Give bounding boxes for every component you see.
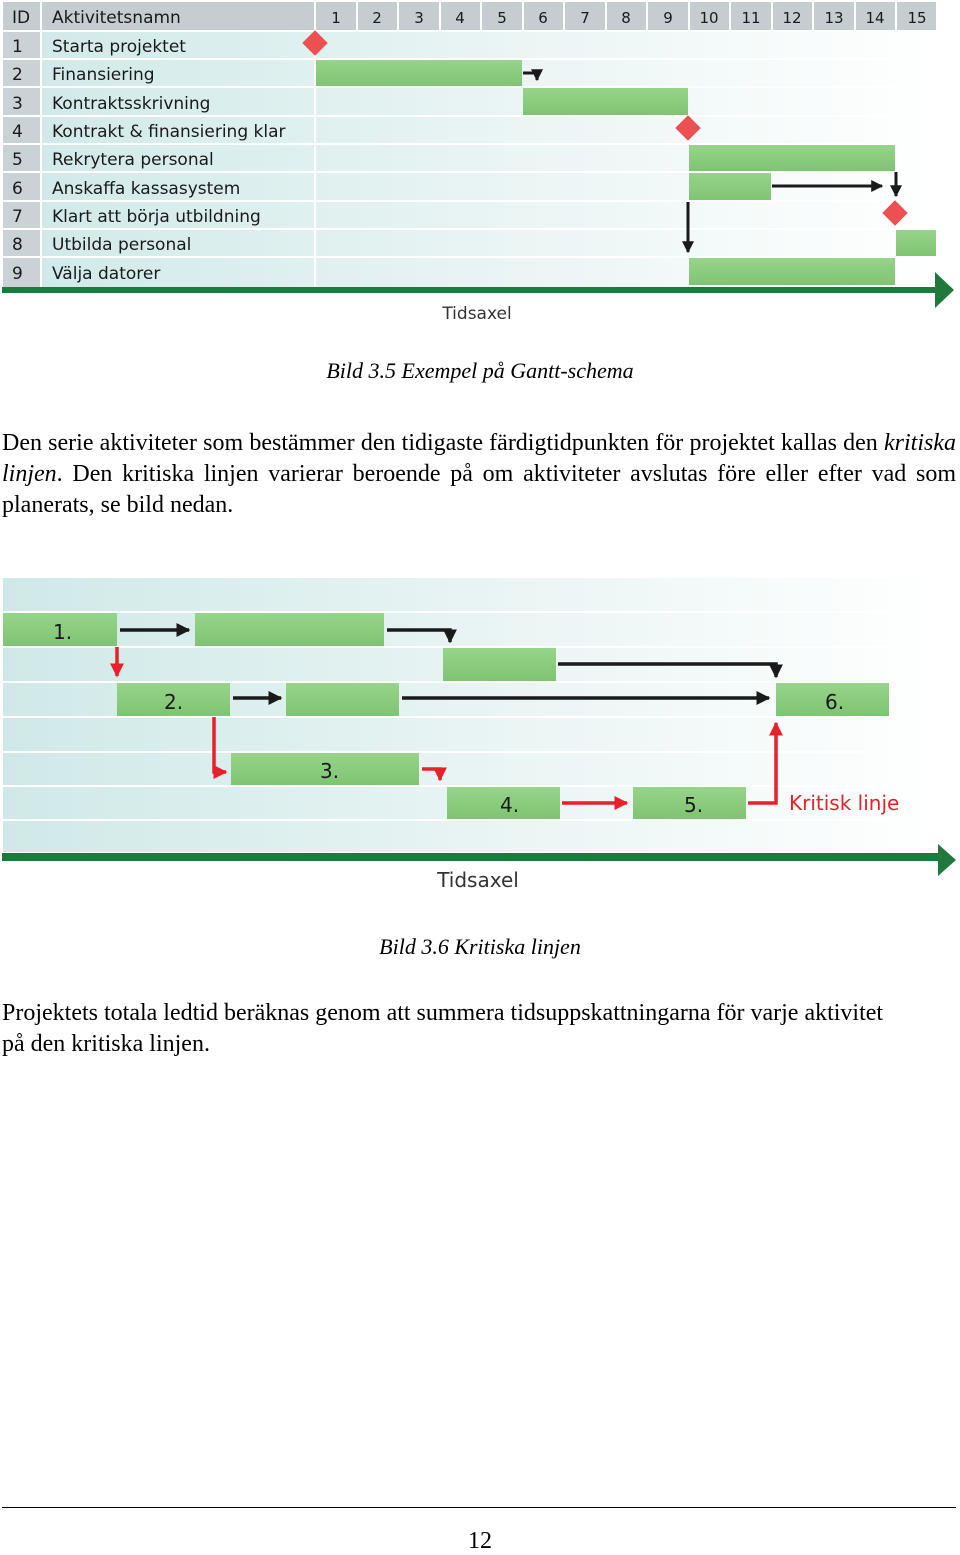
paragraph-text: Den serie aktiviteter som bestämmer den tidigaste färdigtidpunkten för projektet kallas den — [2, 430, 884, 456]
row-id: 4 — [12, 122, 23, 142]
activity-label: 4. — [500, 793, 520, 817]
activity-name: Finansiering — [52, 65, 155, 85]
row-id: 3 — [12, 94, 23, 114]
row-id: 6 — [12, 179, 23, 199]
figure-caption: Bild 3.6 Kritiska linjen — [379, 934, 581, 959]
row-id: 5 — [12, 150, 23, 170]
activity-name: Klart att börja utbildning — [52, 207, 261, 227]
activity-bar — [286, 683, 399, 716]
period-label: 11 — [741, 9, 761, 27]
gantt-chart — [0, 0, 960, 330]
activity-label: 2. — [164, 690, 184, 714]
axis-label: Tidsaxel — [442, 304, 512, 324]
time-axis-arrowhead — [938, 844, 956, 876]
period-label: 5 — [497, 9, 507, 27]
period-label: 14 — [865, 9, 885, 27]
row-id: 2 — [12, 65, 23, 85]
period-label: 2 — [372, 9, 382, 27]
footer-divider — [2, 1507, 956, 1508]
period-label: 9 — [663, 9, 673, 27]
row-id: 1 — [12, 37, 23, 57]
activity-name: Kontrakt & finansiering klar — [52, 122, 286, 142]
activity-label: 3. — [320, 759, 340, 783]
row-id: 8 — [12, 235, 23, 255]
period-label: 7 — [580, 9, 590, 27]
activity-bar — [195, 613, 384, 646]
row-id: 9 — [12, 264, 23, 284]
period-label: 12 — [782, 9, 802, 27]
activity-label: 1. — [53, 620, 73, 644]
page-number: 12 — [468, 1528, 492, 1554]
time-axis — [2, 853, 938, 861]
header-id: ID — [12, 8, 31, 28]
gantt-bar-rekrytera-personal — [689, 145, 895, 171]
critical-path-chart — [0, 576, 960, 896]
time-axis — [2, 287, 938, 293]
period-label: 3 — [414, 9, 424, 27]
gantt-bar-anskaffa-kassasystem — [689, 173, 771, 200]
emphasis-text: kritiska linjen — [2, 430, 956, 487]
period-label: 8 — [621, 9, 631, 27]
activity-name: Rekrytera personal — [52, 150, 214, 170]
gantt-bar-finansiering — [316, 60, 522, 86]
figure-caption: Bild 3.5 Exempel på Gantt-schema — [326, 358, 634, 383]
activity-name: Anskaffa kassasystem — [52, 179, 241, 199]
period-label: 10 — [699, 9, 719, 27]
axis-label: Tidsaxel — [437, 868, 519, 892]
gantt-bar-utbilda-personal — [896, 230, 936, 256]
activity-label: 6. — [825, 690, 845, 714]
gantt-bar-valja-datorer — [689, 258, 895, 285]
period-label: 1 — [331, 9, 341, 27]
activity-name: Kontraktsskrivning — [52, 94, 211, 114]
period-label: 4 — [455, 9, 465, 27]
paragraph — [2, 428, 956, 521]
period-label: 15 — [907, 9, 927, 27]
paragraph-text: . Den kritiska linjen varierar beroende på om aktiviteter avslutas före eller efter vad som planerats, se bild nedan. — [2, 461, 956, 518]
gantt-bar-kontraktsskrivning — [523, 88, 688, 115]
header-name: Aktivitetsnamn — [52, 8, 181, 28]
period-label: 6 — [538, 9, 548, 27]
activity-bar — [443, 648, 556, 681]
activity-name: Välja datorer — [52, 264, 161, 284]
activity-label: 5. — [684, 793, 704, 817]
row-id: 7 — [12, 207, 23, 227]
time-axis-arrowhead — [935, 272, 954, 308]
paragraph: Projektets totala ledtid beräknas genom att summera tidsuppskattningarna för varje aktivitet på den kritiska linjen. — [2, 1000, 884, 1057]
activity-name: Utbilda personal — [52, 235, 192, 255]
period-label: 13 — [824, 9, 844, 27]
activity-name: Starta projektet — [52, 37, 186, 57]
critical-path-label: Kritisk linje — [789, 791, 900, 815]
